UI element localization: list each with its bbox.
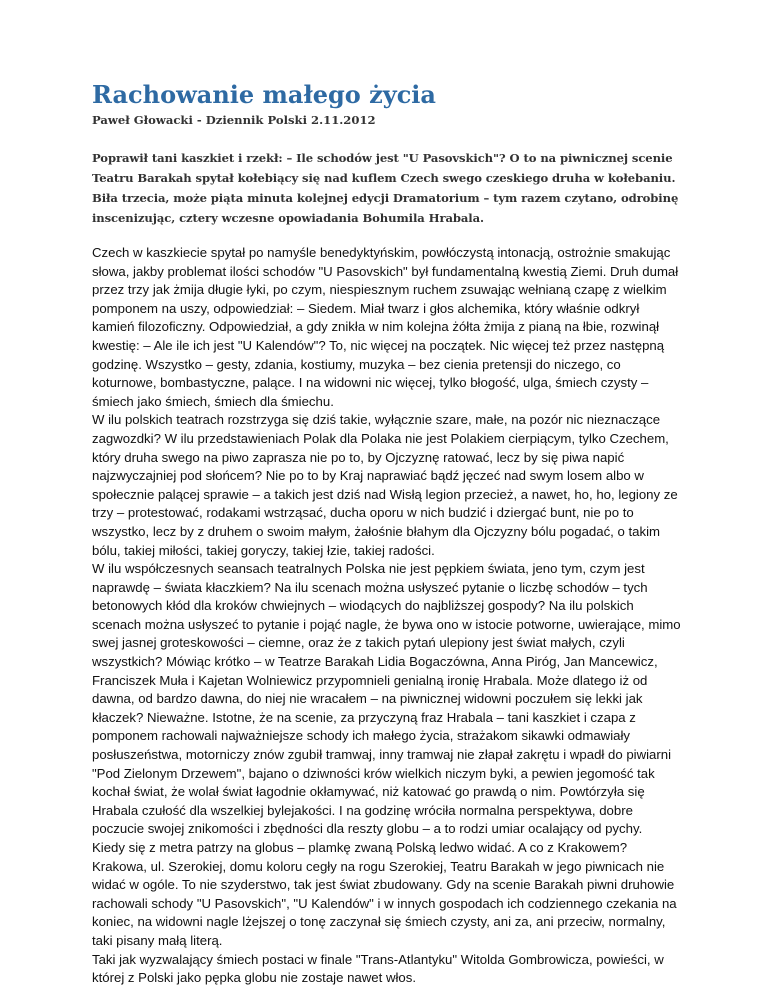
body-paragraph: Czech w kaszkiecie spytał po namyśle benedyktyńskim, powłóczystą intonacją, ostrożnie smakując słowa, jakby problemat ilości schodów "U Pasovskich" był fundamentalną kwestią Ziemi. Druh dumał przez trzy jak żmija długie łyki, po czym, niespiesznym ruchem zsuwając wełnianą czapę z wielkim pomponem na uszy, odpowiedział: – Siedem. Miał twarz i głos alchemika, który właśnie odkrył kamień filozoficzny. Odpowiedział, a gdy znikła w nim kolejna żółta żmija z pianą na łbie, rozwinął kwestię: – Ale ile ich jest "U Kalendów"? To, nic więcej na początek. Nic więcej też przez następną godzinę. Wszystko – gesty, zdania, kostiumy, muzyka – bez cienia pretensji do niczego, co koturnowe, bombastyczne, palące. I na widowni nic więcej, tylko błogość, ulga, śmiech czysty – śmiech jako śmiech, śmiech dla śmiechu. — [92, 245, 679, 409]
article-byline: Paweł Głowacki - Dziennik Polski 2.11.2012 — [92, 113, 376, 127]
article-body — [92, 244, 682, 988]
body-paragraph: Taki jak wyzwalający śmiech postaci w finale "Trans-Atlantyku" Witolda Gombrowicza, powieści, w której z Polski jako pępka globu nie zostaje nawet włos. — [92, 951, 664, 986]
article — [92, 80, 682, 988]
article-lead: Poprawił tani kaszkiet i rzekł: – Ile schodów jest "U Pasovskich"? O to na piwnicznej scenie Teatru Barakah spytał kołebiący się nad kuflem Czech swego czeskiego druha w kołebaniu. Biła trzecia, może piąta minuta kolejnej edycji Dramatorium – tym razem czytano, odrobinę inscenizując, cztery wczesne opowiadania Bohumila Hrabala. — [92, 151, 679, 225]
body-paragraph: W ilu polskich teatrach rozstrzyga się dziś takie, wyłącznie szare, małe, na pozór nic nieznaczące zagwozdki? W ilu przedstawieniach Polak dla Polaka nie jest Polakiem cierpiącym, tylko Czechem, który druha swego na piwo zaprasza nie po to, by Ojczyznę ratować, lecz by się piwa napić najzwyczajniej pod słońcem? Nie po to by Kraj naprawiać bądź jęczeć nad swym losem albo w społecznie palącej sprawie – a takich jest dziś nad Wisłą legion przecież, a nawet, ho, ho, legiony ze trzy – protestować, rodakami wstrząsać, ducha oporu w nich budzić i dziergać bunt, nie po to wszystko, lecz by z druhem o swoim małym, żałośnie błahym dla Ojczyzny bólu pogadać, o takim bólu, takiej miłości, takiej goryczy, takiej łzie, takiej radości. — [92, 412, 678, 558]
body-paragraph: Kiedy się z metra patrzy na globus – plamkę zwaną Polską ledwo widać. A co z Krakowem? Krakowa, ul. Szerokiej, domu koloru cegły na rogu Szerokiej, Teatru Barakah w jego piwnicach nie widać w ogóle. To nie szyderstwo, tak jest świat zbudowany. Gdy na scenie Barakah piwni druhowie rachowali schody "U Pasovskich", "U Kalendów" i w innych gospodach ich codziennego czekania na koniec, na widowni nagle lżejszej o tonę zaczynał się śmiech czysty, ani za, ani przeciw, normalny, taki pisany małą literą. — [92, 840, 677, 948]
article-title: Rachowanie małego życia — [92, 80, 436, 109]
body-paragraph: W ilu współczesnych seansach teatralnych Polska nie jest pępkiem świata, jeno tym, czym jest naprawdę – świata kłaczkiem? Na ilu scenach można usłyszeć pytanie o liczbę schodów – tych betonowych kłód dla kroków chwiejnych – wiodących do najbliższej gospody? Na ilu polskich scenach można usłyszeć to pytanie i pojąć nagle, że bywa ono w istocie potworne, uwierające, mimo swej jasnej groteskowości – ciemne, oraz że z takich pytań ulepiony jest świat małych, czyli wszystkich? Mówiąc krótko – w Teatrze Barakah Lidia Bogaczówna, Anna Piróg, Jan Mancewicz, Franciszek Muła i Kajetan Wolniewicz przypomnieli genialną ironię Hrabala. Może dlatego iż od dawna, od bardzo dawna, do niej nie wracałem – na piwnicznej widowni poczułem się lekki jak kłaczek? Nieważne. Istotne, że na scenie, za przyczyną fraz Hrabala – tani kaszkiet i czapa z pomponem rachowali najważniejsze schody ich małego życia, strażakom sikawki odmawiały posłuszeństwa, motorniczy znów zgubił tramwaj, inny tramwaj nie złapał zakrętu i wpadł do piwiarni "Pod Zielonym Drzewem", bajano o dziwności krów wielkich niczym byki, a pewien jegomość tak kochał świat, że wolał świat łagodnie okłamywać, niż katować go prawdą o nim. Powtórzyła się Hrabala czułość dla wszelkiej bylejakości. I na godzinę wróciła normalna perspektywa, dobre poczucie swojej znikomości i zbędności dla reszty globu – a to rodzi umiar ocalający od pychy. — [92, 561, 681, 837]
